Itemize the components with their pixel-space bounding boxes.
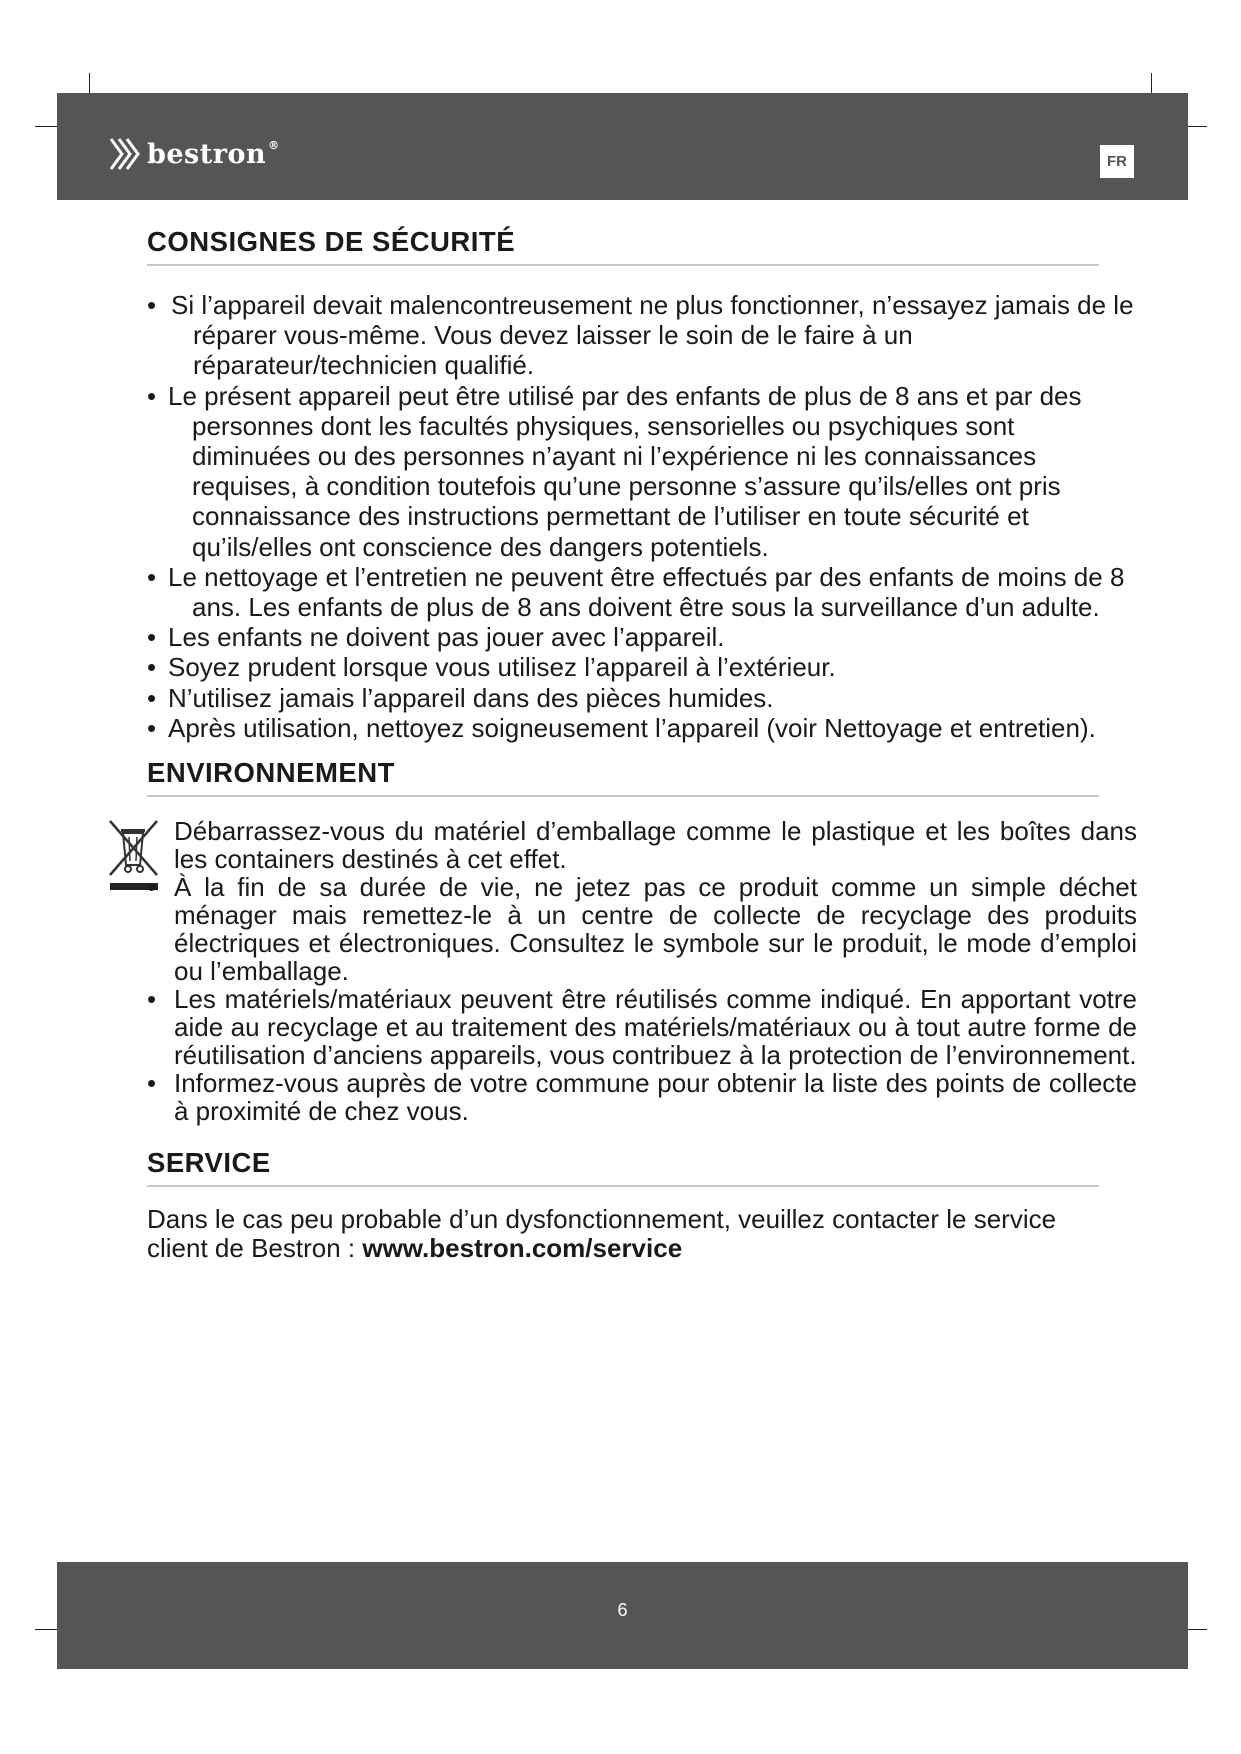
footer-bar xyxy=(57,1562,1188,1669)
brand-logo xyxy=(109,137,280,171)
safety-title: CONSIGNES DE SÉCURITÉ xyxy=(147,226,1099,266)
list-item: • Les enfants ne doivent pas jouer avec l’appareil. xyxy=(147,622,1137,652)
environment-section xyxy=(147,757,1137,1125)
page-number: 6 xyxy=(617,1600,628,1620)
safety-list xyxy=(147,290,1137,743)
list-item: • Les matériels/matériaux peuvent être réutilisés comme indiqué. En apportant votre aide au recyclage et au traitement des matériels/matériaux ou à tout autre forme de réutilisation d’anciens appareils, vous contribuez à la protection de l’environnement. xyxy=(147,985,1137,1069)
list-item: • Informez-vous auprès de votre commune pour obtenir la liste des points de collecte à proximité de chez vous. xyxy=(147,1069,1137,1125)
environment-title: ENVIRONNEMENT xyxy=(147,757,1099,797)
service-title: SERVICE xyxy=(147,1147,1099,1187)
header-bar xyxy=(57,93,1188,200)
list-item: • Soyez prudent lorsque vous utilisez l’appareil à l’extérieur. xyxy=(147,652,1137,682)
list-item: • À la fin de sa durée de vie, ne jetez pas ce produit comme un simple déchet ménager mais remettez-le à un centre de collecte de recyclage des produits électriques et électroniques. Consultez le symbole sur le produit, le mode d’emploi ou l’emballage. xyxy=(147,873,1137,985)
list-item: • Le présent appareil peut être utilisé par des enfants de plus de 8 ans et par des personnes dont les facultés physiques, sensorielles ou psychiques sont diminuées ou des personnes n’ayant ni l’expérience ni les connaissances requises, à condition toutefois qu’une personne s’assure qu’ils/elles ont pris connaissance des instructions permettant de l’utiliser en toute sécurité et qu’ils/elles ont conscience des dangers potentiels. xyxy=(147,381,1137,562)
environment-list xyxy=(147,817,1137,1125)
list-item: • Le nettoyage et l’entretien ne peuvent être effectués par des enfants de moins de 8 ans. Les enfants de plus de 8 ans doivent être sous la surveillance d’un adulte. xyxy=(147,562,1137,622)
language-badge: FR xyxy=(1100,145,1134,178)
page-content xyxy=(147,226,1137,1289)
list-item: Débarrassez-vous du matériel d’emballage comme le plastique et les boîtes dans les containers destinés à cet effet. xyxy=(174,816,1137,875)
list-item: • Si l’appareil devait malencontreusement ne plus fonctionner, n’essayez jamais de le réparer vous-même. Vous devez laisser le soin de le faire à un réparateur/technicien qualifié. xyxy=(147,290,1137,381)
list-item: • N’utilisez jamais l’appareil dans des pièces humides. xyxy=(147,683,1137,713)
service-link[interactable]: www.bestron.com/service xyxy=(362,1233,683,1264)
list-item: • Après utilisation, nettoyez soigneusement l’appareil (voir Nettoyage et entretien). xyxy=(147,713,1137,743)
chevron-logo-icon xyxy=(109,137,141,171)
brand-name: bestron ® xyxy=(147,138,280,170)
service-text: Dans le cas peu probable d’un dysfonctionnement, veuillez contacter le service client de Bestron : www.bestron.com/service xyxy=(147,1204,1057,1264)
